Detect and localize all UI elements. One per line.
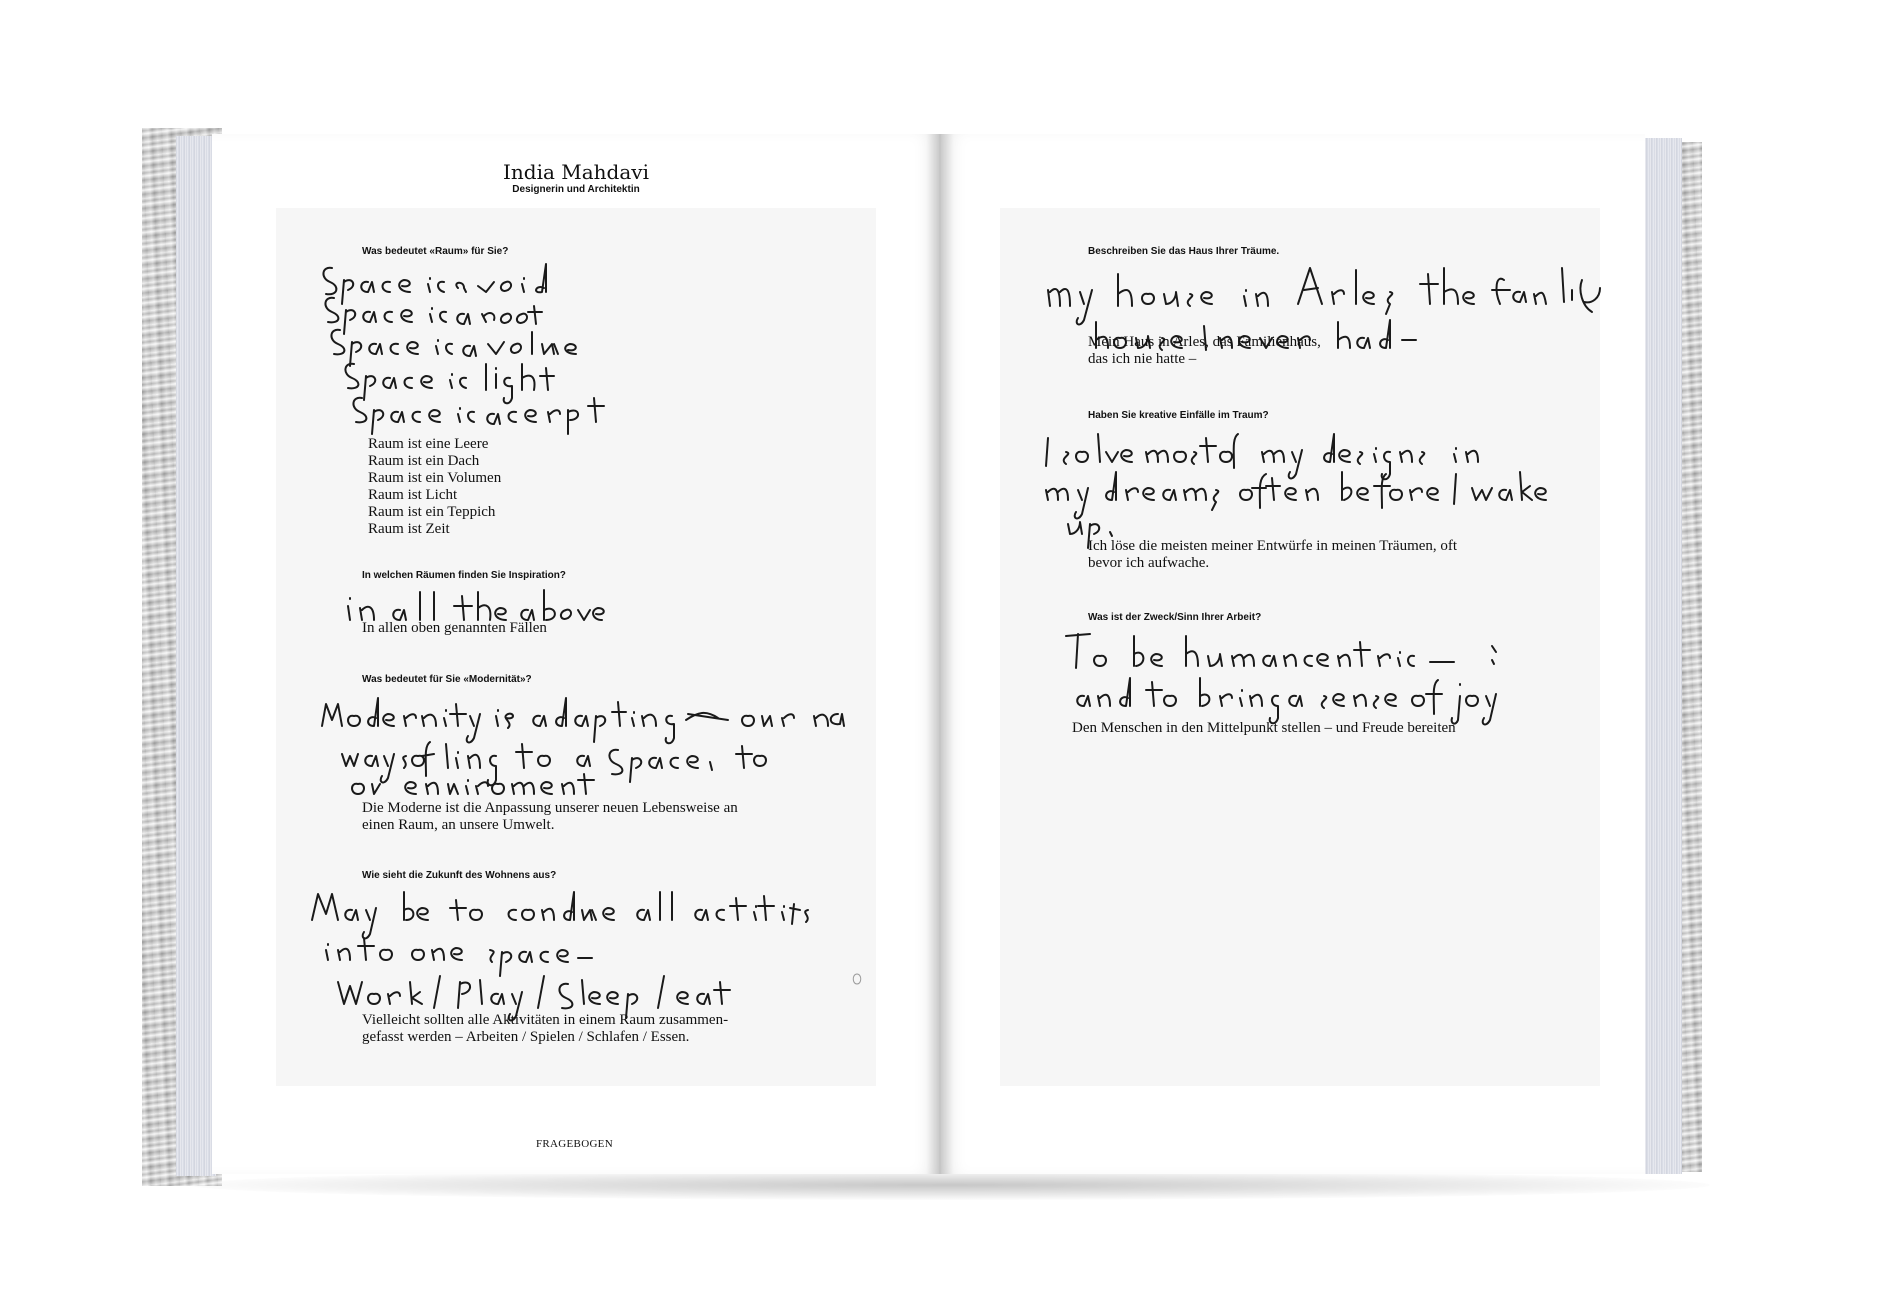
printed-line: In allen oben genannten Fällen xyxy=(362,620,547,636)
printed-answer-inspiration xyxy=(362,620,547,637)
handwritten-answer-future-living xyxy=(306,884,826,1014)
printed-answer-modernity xyxy=(362,800,738,834)
printed-line: Raum ist eine Leere xyxy=(368,436,489,452)
question-space: Was bedeutet «Raum» für Sie? xyxy=(362,246,509,257)
page-edges-left xyxy=(176,136,216,1176)
handwritten-answer-dream-ideas xyxy=(1040,424,1560,544)
printed-line: das ich nie hatte – xyxy=(1088,351,1197,367)
book-gutter xyxy=(926,134,954,1174)
section-footer: FRAGEBOGEN xyxy=(536,1138,613,1150)
person-role: Designerin und Architektin xyxy=(512,184,640,195)
printed-line: Raum ist ein Volumen xyxy=(368,470,502,486)
printed-line: einen Raum, an unsere Umwelt. xyxy=(362,817,555,833)
printed-line: Ich löse die meisten meiner Entwürfe in meinen Träumen, oft xyxy=(1088,538,1458,554)
question-modernity: Was bedeutet für Sie «Modernität»? xyxy=(362,674,532,685)
printed-line: Raum ist ein Dach xyxy=(368,453,480,469)
printed-line: Raum ist ein Teppich xyxy=(368,504,496,520)
printed-line: Den Menschen in den Mittelpunkt stellen – und Freude bereiten xyxy=(1072,720,1456,736)
printed-line: bevor ich aufwache. xyxy=(1088,555,1210,571)
page-speck xyxy=(850,972,864,986)
printed-answer-purpose xyxy=(1072,720,1456,737)
question-dream-ideas: Haben Sie kreative Einfälle im Traum? xyxy=(1088,410,1269,421)
printed-line: Raum ist Licht xyxy=(368,487,458,503)
question-dream-house: Beschreiben Sie das Haus Ihrer Träume. xyxy=(1088,246,1280,257)
handwritten-answer-space xyxy=(318,258,638,438)
question-inspiration: In welchen Räumen finden Sie Inspiration? xyxy=(362,570,566,581)
printed-line: Mein Haus in Arles, das Familienhaus, xyxy=(1088,334,1321,350)
printed-answer-space xyxy=(368,436,501,538)
question-future-living: Wie sieht die Zukunft des Wohnens aus? xyxy=(362,870,557,881)
printed-line: Vielleicht sollten alle Aktivitäten in einem Raum zusammen- xyxy=(362,1012,729,1028)
printed-answer-future-living xyxy=(362,1012,728,1046)
handwritten-answer-modernity xyxy=(318,690,848,800)
printed-line: gefasst werden – Arbeiten / Spielen / Schlafen / Essen. xyxy=(362,1029,690,1045)
page-edges-right xyxy=(1640,138,1682,1174)
printed-answer-dream-ideas xyxy=(1088,538,1457,572)
printed-line: Die Moderne ist die Anpassung unserer neuen Lebensweise an xyxy=(362,800,738,816)
book-shadow xyxy=(190,1170,1710,1200)
question-purpose: Was ist der Zweck/Sinn Ihrer Arbeit? xyxy=(1088,612,1262,623)
printed-line: Raum ist Zeit xyxy=(368,521,450,537)
person-name: India Mahdavi xyxy=(503,160,649,184)
handwritten-answer-purpose xyxy=(1056,624,1516,724)
printed-answer-dream-house xyxy=(1088,334,1321,368)
